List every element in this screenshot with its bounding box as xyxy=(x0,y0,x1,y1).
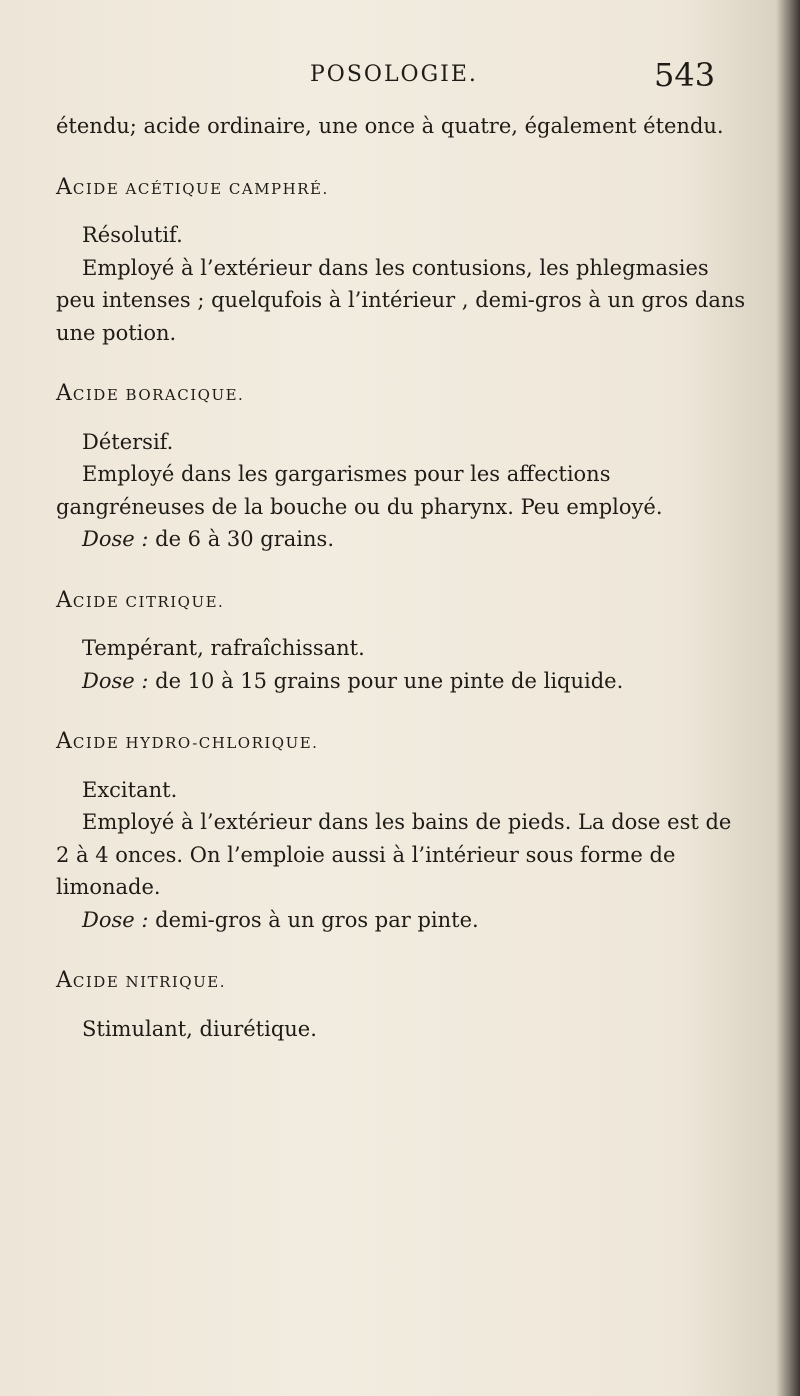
text-boracique: Employé dans les gargarismes pour les affections gangréneuses de la bouche ou du pharynx. Peu employé. xyxy=(56,462,663,519)
page-number: 543 xyxy=(654,56,716,94)
dose-value: demi-gros à un gros par pinte. xyxy=(155,907,479,932)
dose-label: Dose : xyxy=(82,527,149,551)
property-nitrique: Stimulant, diurétique. xyxy=(82,1016,317,1041)
property-boracique: Détersif. xyxy=(82,429,174,454)
running-title: POSOLOGIE. xyxy=(310,62,478,87)
dose-boracique xyxy=(56,523,746,556)
dose-value: de 6 à 30 grains. xyxy=(155,527,334,551)
dose-label: Dose : xyxy=(82,907,149,932)
dose-hydrochlorique xyxy=(56,904,746,937)
heading-acide-acetique-camphre: ACIDE ACÉTIQUE CAMPHRÉ. xyxy=(56,174,329,200)
heading-acide-citrique: ACIDE CITRIQUE. xyxy=(56,587,225,613)
dose-label: Dose : xyxy=(82,668,149,693)
property-camphre: Résolutif. xyxy=(82,223,183,247)
property-citrique: Tempérant, rafraîchissant. xyxy=(82,636,365,660)
heading-acide-nitrique: ACIDE NITRIQUE. xyxy=(56,968,226,993)
property-hydrochlorique: Excitant. xyxy=(82,777,178,802)
body-text xyxy=(56,110,746,1045)
text-camphre: Employé à l’extérieur dans les contusions, les phlegmasies peu intenses ; quelqufois à l’intérieur , demi-gros à un gros dans une potion. xyxy=(56,255,746,345)
intro-paragraph: étendu; acide ordinaire, une once à quatre, également étendu. xyxy=(56,114,724,138)
heading-acide-hydro-chlorique: ACIDE HYDRO-CHLORIQUE. xyxy=(56,729,319,754)
page-header xyxy=(0,56,800,102)
text-hydrochlorique: Employé à l’extérieur dans les bains de pieds. La dose est de 2 à 4 onces. On l’emploie aussi à l’intérieur sous forme de limonade. xyxy=(56,810,732,899)
dose-citrique xyxy=(56,665,746,698)
heading-acide-boracique: ACIDE BORACIQUE. xyxy=(56,381,245,406)
dose-value: de 10 à 15 grains pour une pinte de liquide. xyxy=(155,668,624,693)
